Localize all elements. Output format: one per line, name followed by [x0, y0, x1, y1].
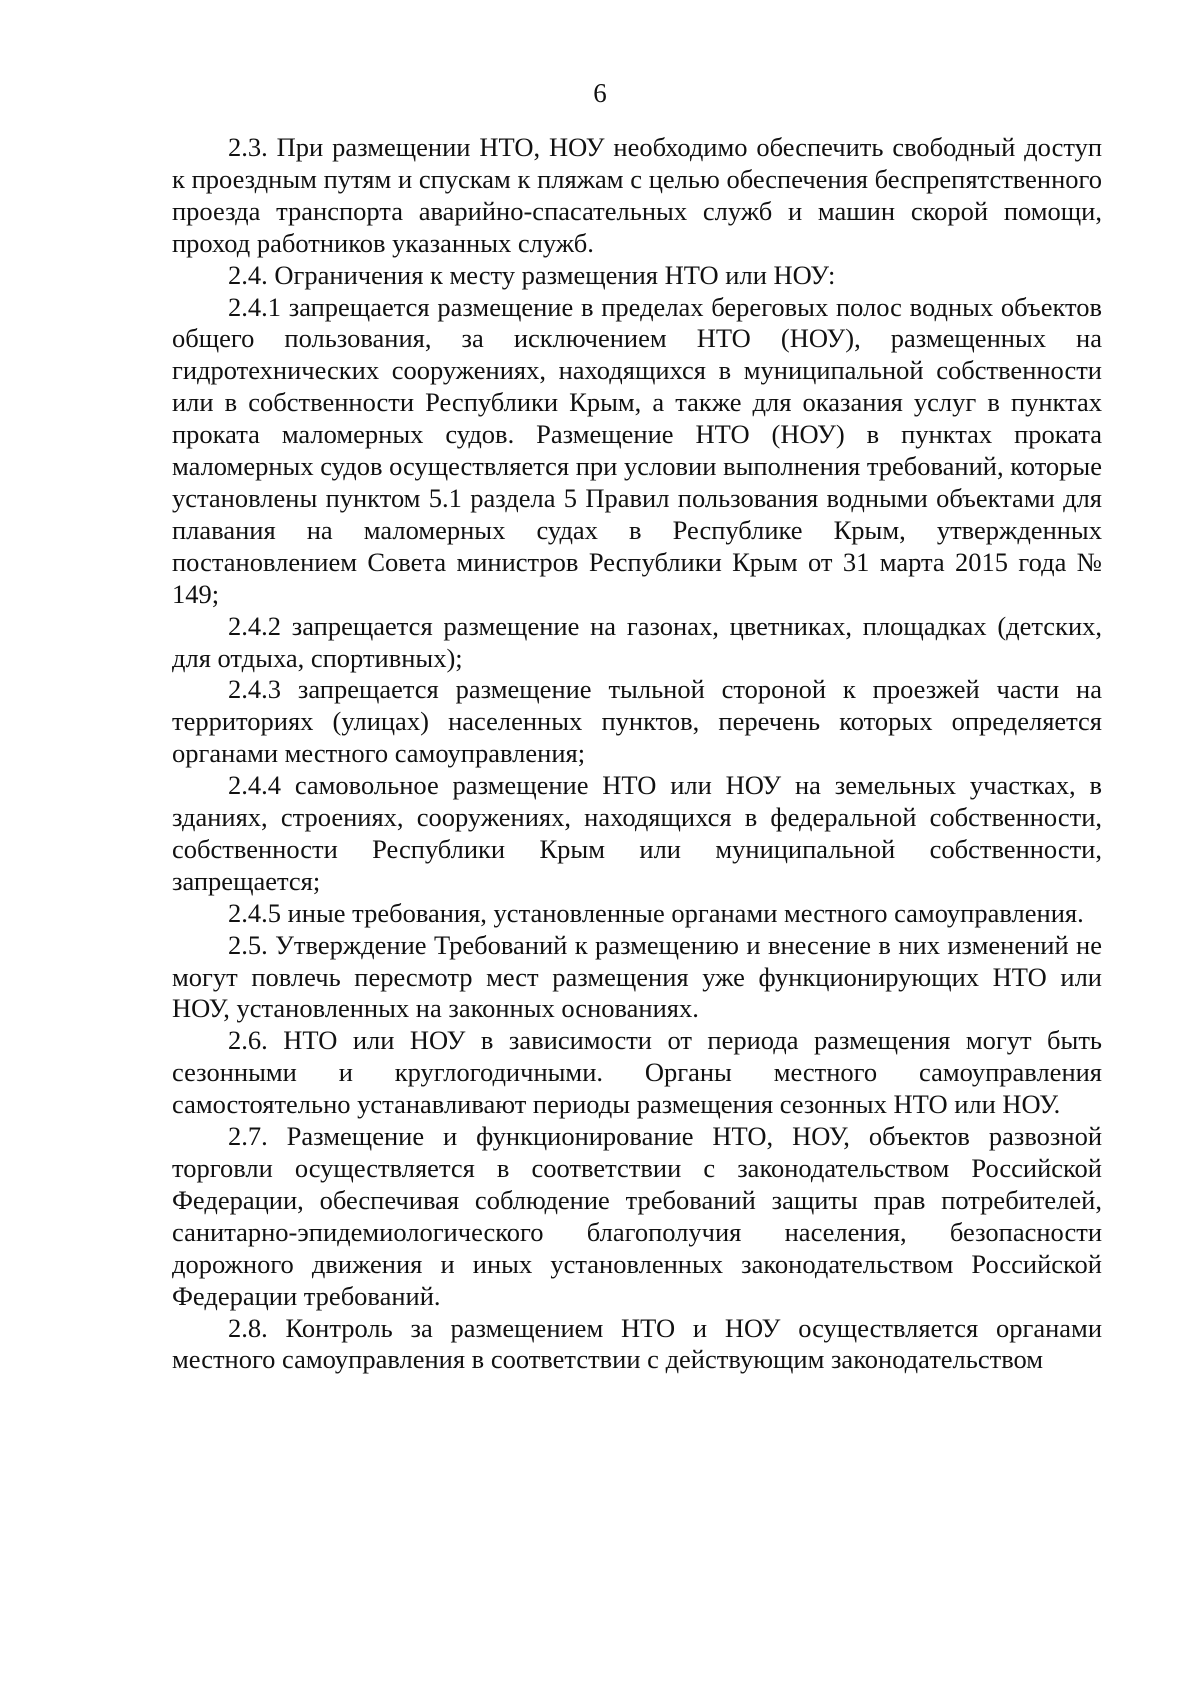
paragraph-2-5: 2.5. Утверждение Требований к размещению и внесение в них изменений не могут повлечь пересмотр мест размещения уже функционирующих НТО или НОУ, установленных на законных основаниях.	[172, 929, 1102, 1024]
paragraph-2-4-1: 2.4.1 запрещается размещение в пределах береговых полос водных объектов общего пользования, за исключением НТО (НОУ), размещенных на гидротехнических сооружениях, находящихся в муниципальной собственности или в собственности Республики Крым, а также для оказания услуг в пунктах проката маломерных судов. Размещение НТО (НОУ) в пунктах проката маломерных судов осуществляется при условии выполнения требований, которые установлены пунктом 5.1 раздела 5 Правил пользования водными объектами для плавания на маломерных судах в Республике Крым, утвержденных постановлением Совета министров Республики Крым от 31 марта 2015 года № 149;	[172, 291, 1102, 609]
paragraph-2-7: 2.7. Размещение и функционирование НТО, НОУ, объектов развозной торговли осуществляется в соответствии с законодательством Российской Федерации, обеспечивая соблюдение требований защиты прав потребителей, санитарно-эпидемиологического благополучия населения, безопасности дорожного движения и иных установленных законодательством Российской Федерации требований.	[172, 1121, 1102, 1311]
paragraph-2-4-3: 2.4.3 запрещается размещение тыльной стороной к проезжей части на территориях (улицах) населенных пунктов, перечень которых определяется органами местного самоуправления;	[172, 674, 1102, 769]
paragraph-2-4-4: 2.4.4 самовольное размещение НТО или НОУ на земельных участках, в зданиях, строениях, сооружениях, находящихся в федеральной собственности, собственности Республики Крым или муниципальной собственности, запрещается;	[172, 770, 1102, 896]
paragraph-2-3: 2.3. При размещении НТО, НОУ необходимо обеспечить свободный доступ к проездным путям и спускам к пляжам с целью обеспечения беспрепятственного проезда транспорта аварийно-спасательных служб и машин скорой помощи, проход работников указанных служб.	[172, 132, 1102, 258]
paragraph-2-6: 2.6. НТО или НОУ в зависимости от периода размещения могут быть сезонными и круглогодичными. Органы местного самоуправления самостоятельно устанавливают периоды размещения сезонных НТО или НОУ.	[172, 1025, 1102, 1120]
paragraph-2-4-5: 2.4.5 иные требования, установленные органами местного самоуправления.	[228, 897, 1084, 928]
paragraph-2-4-2: 2.4.2 запрещается размещение на газонах, цветниках, площадках (детских, для отдыха, спортивных);	[172, 610, 1102, 673]
paragraph-2-8: 2.8. Контроль за размещением НТО и НОУ осуществляется органами местного самоуправления в соответствии с действующим законодательством	[172, 1312, 1102, 1375]
paragraph-2-4: 2.4. Ограничения к месту размещения НТО или НОУ:	[228, 259, 836, 290]
document-body	[172, 132, 1102, 1376]
page-number: 6	[593, 78, 607, 108]
